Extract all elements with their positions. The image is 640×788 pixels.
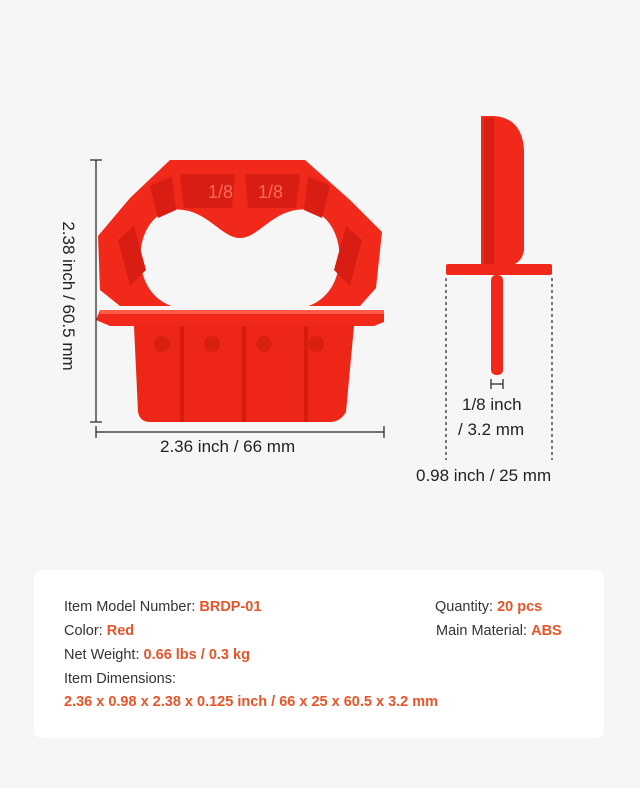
dimensions-label: Item Dimensions: — [64, 671, 177, 687]
material-label: Main Material: — [436, 623, 532, 639]
spec-material — [436, 623, 562, 639]
model-value: BRDP-01 — [199, 599, 262, 615]
spec-weight — [64, 647, 250, 663]
spec-quantity — [435, 599, 542, 615]
dimensions-value: 2.36 x 0.98 x 2.38 x 0.125 inch / 66 x 25 x 60.5 x 3.2 mm — [64, 694, 439, 710]
quantity-value: 20 pcs — [497, 599, 543, 615]
spec-dimensions-label — [64, 671, 176, 687]
spacer-label-right: 1/8 — [258, 182, 284, 202]
spacer-side-view — [446, 116, 552, 375]
pin-dimension-label-2: / 3.2 mm — [458, 420, 525, 439]
spec-card — [34, 570, 604, 738]
quantity-label: Quantity: — [435, 599, 498, 615]
pin-dimension-label-1: 1/8 inch — [462, 395, 522, 414]
width-dimension-label: 2.36 inch / 66 mm — [160, 437, 296, 456]
color-label: Color: — [64, 623, 107, 639]
flange-dimension-label: 0.98 inch / 25 mm — [416, 466, 552, 485]
weight-value: 0.66 lbs / 0.3 kg — [143, 647, 250, 663]
model-label: Item Model Number: — [64, 599, 200, 615]
spec-color — [64, 623, 134, 639]
material-value: ABS — [531, 623, 562, 639]
spec-model — [64, 599, 261, 615]
height-dimension-label: 2.38 inch / 60.5 mm — [59, 221, 78, 371]
weight-label: Net Weight: — [64, 647, 144, 663]
spacer-label-left: 1/8 — [208, 182, 234, 202]
spec-dimensions-value — [64, 694, 438, 710]
spacer-front-view — [96, 160, 384, 422]
color-value: Red — [106, 623, 135, 639]
